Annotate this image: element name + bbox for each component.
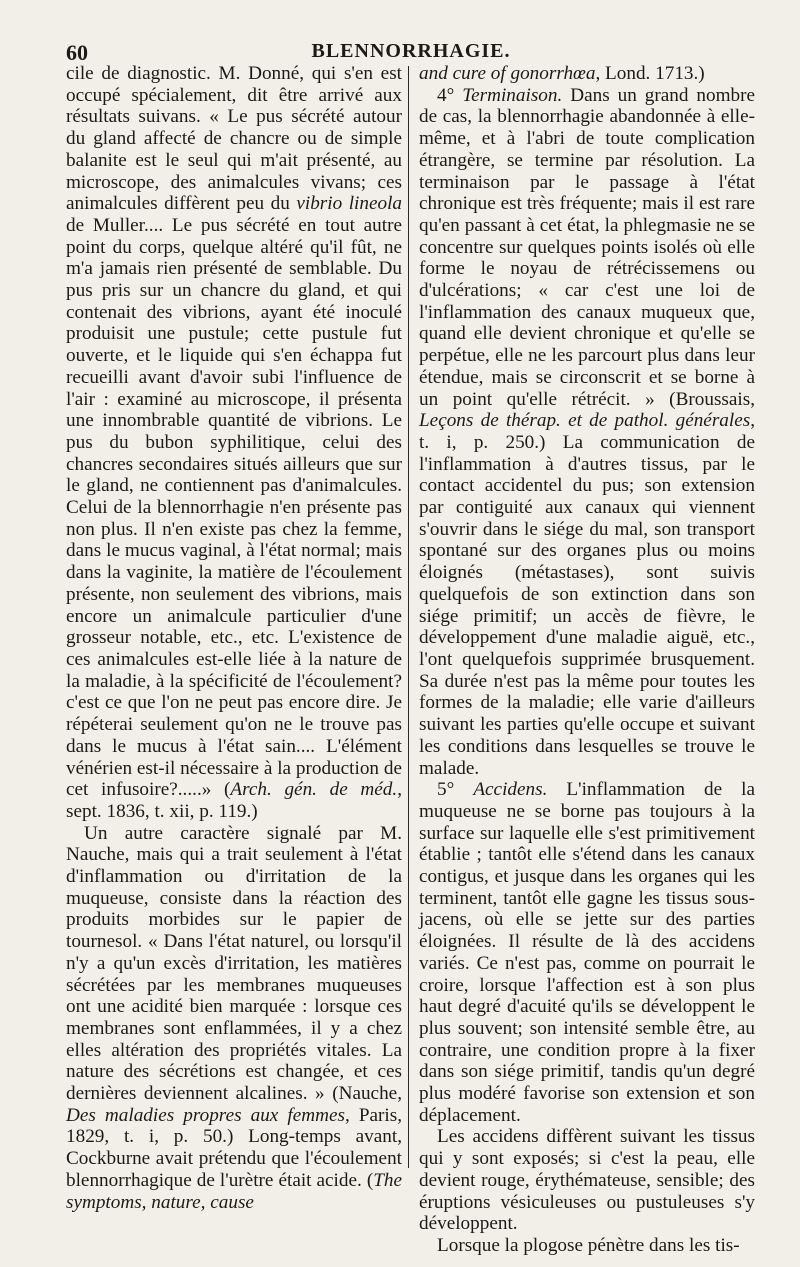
citation: Des maladies propres aux femmes bbox=[66, 1104, 345, 1126]
right-column bbox=[419, 63, 755, 1257]
text-run: , sept. 1836, t. xii, p. 119.) bbox=[66, 779, 402, 822]
right-paragraph-0 bbox=[419, 63, 755, 85]
left-paragraph-2 bbox=[66, 823, 402, 1214]
text-run: cile de diagnostic. M. Donné, qui s'en est occupé spécialement, dit être arrivé aux résultats suivans. « Le pus sécrété autour du gland affecté de chancre ou de simple balanite est le seul qui m'ait présenté, au microscope, des animalcules vivans; ces animalcules diffèrent peu du bbox=[66, 63, 402, 215]
text-run: L'inflammation de la muqueuse ne se borne pas toujours à la surface sur laquelle elle s'est primitivement établie ; tantôt elle s'étend dans les canaux contigus, et jusque dans les organes qui les terminent, tantôt elle gagne les tissus sous-jacens, où elle se jette sur des parties éloignées. Il résulte de là des accidens variés. Ce n'est pas, comme on pourrait le croire, lorsque l'affection est à son plus haut degré d'acuité qu'ils se développent le plus souvent; son intensité semble être, au contraire, une condition propre à la fixer dans son siége primitif, tandis qu'un degré plus modéré favorise son extension et son déplacement. bbox=[419, 779, 755, 1126]
left-paragraph-1 bbox=[66, 63, 402, 823]
text-run: , t. i, p. 250.) La communication de l'inflammation à d'autres tissus, par le contact accidentel du pus; son extension par contiguité aux canaux qui viennent s'ouvrir dans le siége du mal, son transport spontané sur des organes plus ou moins éloignés (métastases), sont suivis quelquefois de son extinction dans son siége primitif; un accès de fièvre, le développement d'une maladie aiguë, etc., l'ont quelquefois supprimée brusquement. Sa durée n'est pas la même pour toutes les formes de la maladie; elle varie d'ailleurs suivant les parties qu'elle occupe et suivant les conditions dans lesquelles se trouve le malade. bbox=[419, 410, 755, 779]
citation: The symptoms, nature, cause bbox=[66, 1169, 402, 1213]
text-run: , Paris, 1829, t. i, p. 50.) Long-temps avant, Cockburne avait prétendu que l'écoulement blennorrhagique de l'urètre était acide. ( bbox=[66, 1104, 402, 1191]
right-paragraph-3: Les accidens diffèrent suivant les tissus qui y sont exposés; si c'est la peau, elle devient rouge, érythémateuse, sensible; des éruptions vésiculeuses ou pustuleuses s'y développent. bbox=[419, 1126, 755, 1235]
text-run: Un autre caractère signalé par M. Nauche, mais qui a trait seulement à l'état d'inflammation ou d'irritation de la muqueuse, consiste dans la réaction des produits morbides sur le papier de tournesol. « Dans l'état naturel, ou lorsqu'il n'y a qu'un excès d'irritation, les matières sécrétées par les membranes muqueuses ont une acidité bien marquée : lorsque ces membranes sont enflammées, il y a chez elles altération des propriétés vitales. La nature des sécrétions est changée, et ces dernières deviennent alcalines. » (Nauche, bbox=[66, 822, 402, 1105]
citation: Leçons de thérap. et de pathol. générales bbox=[419, 410, 751, 432]
text-run: Dans un grand nombre de cas, la blennorrhagie abandonnée à elle-même, et à l'abri de toute complication étrangère, se termine par résolution. La terminaison par le passage à l'état chronique est très fréquente; mais il est rare qu'en passant à cet état, la phlegmasie ne se concentre sur quelques points isolés où elle forme le noyau de rétrécissemens ou d'ulcérations; « car c'est une loi de l'inflammation des canaux muqueux que, quand elle devient chronique et qu'elle se perpétue, elle ne les parcourt plus dans leur étendue, mais se circonscrit et se borne à un point qu'elle rétrécit. » (Broussais, bbox=[419, 84, 755, 410]
section-title: Terminaison. bbox=[462, 84, 563, 106]
section-number: 4° bbox=[437, 84, 463, 106]
text-run: , Lond. 1713.) bbox=[595, 63, 705, 84]
section-title: Accidens. bbox=[473, 779, 548, 801]
section-terminaison bbox=[419, 85, 755, 780]
citation: Arch. gén. de méd. bbox=[230, 779, 398, 801]
italic-term: vibrio lineola bbox=[296, 193, 403, 215]
section-accidens bbox=[419, 779, 755, 1126]
right-paragraph-4: Lorsque la plogose pénètre dans les tis- bbox=[437, 1234, 740, 1256]
column-divider bbox=[408, 66, 409, 1168]
page-number: 60 bbox=[66, 40, 88, 65]
left-column bbox=[66, 63, 402, 1213]
running-title: BLENNORRHAGIE. bbox=[311, 40, 511, 62]
section-number: 5° bbox=[437, 779, 474, 801]
citation: and cure of gonorrhœa bbox=[419, 63, 596, 84]
text-run: de Muller.... Le pus sécrété en tout autre point du corps, quelque altéré qu'il fût, ne m'a jamais rien présenté de semblable. Du pus pris sur un chancre du gland, et qui contenait des vibrions, ayant été inoculé produisit une pustule; cette pustule fut ouverte, et le liquide qui s'en échappa fut recueilli avant d'avoir subi l'influence de l'air : examiné au microscope, il présenta une innombrable quantité de vibrions. Le pus du bubon syphilitique, celui des chancres secondaires situés ailleurs que sur le gland, ne contiennent pas d'animalcules. Celui de la blennorrhagie n'en présente pas non plus. Il n'en existe pas chez la femme, dans le mucus vaginal, à l'état normal; mais dans la vaginite, la matière de l'écoulement présente, non seulement des vibrions, mais encore un animalcule particulier d'une grosseur notable, etc., etc. L'existence de ces animalcules est-elle liée à la nature de la maladie, à la spécificité de l'écoulement? c'est ce que l'on ne peut pas encore dire. Je répéterai seulement qu'on ne le trouve pas dans le mucus à l'état sain.... L'élément vénérien est-il nécessaire à la production de cet infusoire?.....» ( bbox=[66, 214, 402, 801]
